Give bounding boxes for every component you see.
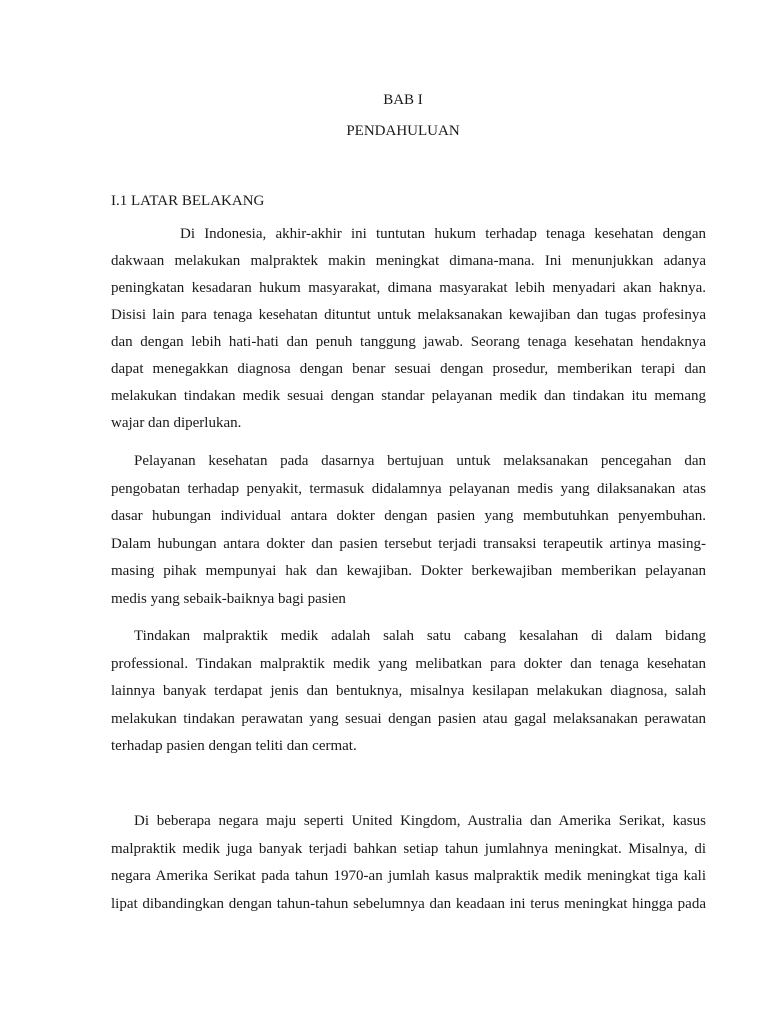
paragraph-4 bbox=[111, 808, 706, 918]
paragraph-1 bbox=[111, 221, 706, 437]
text-line: Tindakan malpraktik medik adalah salah satu cabang kesalahan di dalam bidang bbox=[134, 628, 706, 644]
text-line: Disisi lain para tenaga kesehatan dituntut untuk melaksanakan kewajiban dan tugas profesinya bbox=[111, 307, 706, 323]
text-line: peningkatan kesadaran hukum masyarakat, dimana masyarakat lebih menyadari akan haknya. bbox=[111, 280, 706, 296]
text-line: negara Amerika Serikat pada tahun 1970-an jumlah kasus malpraktik medik meningkat tiga kali bbox=[111, 868, 706, 884]
text-line: Di Indonesia, akhir-akhir ini tuntutan hukum terhadap tenaga kesehatan dengan bbox=[180, 226, 706, 242]
text-line: Pelayanan kesehatan pada dasarnya bertujuan untuk melaksanakan pencegahan dan bbox=[134, 453, 706, 469]
section-heading: I.1 LATAR BELAKANG bbox=[111, 193, 265, 209]
text-line: dan dengan lebih hati-hati dan penuh tanggung jawab. Seorang tenaga kesehatan hendaknya bbox=[111, 334, 706, 350]
chapter-number: BAB I bbox=[383, 92, 423, 108]
text-line: malpraktik medik juga banyak terjadi bahkan setiap tahun jumlahnya meningkat. Misalnya, di bbox=[111, 840, 706, 857]
paragraph-2 bbox=[111, 448, 706, 613]
text-line: Dalam hubungan antara dokter dan pasien tersebut terjadi transaksi terapeutik artinya masing- bbox=[111, 535, 706, 552]
paragraph-3 bbox=[111, 623, 706, 761]
text-line: wajar dan diperlukan. bbox=[111, 415, 242, 431]
text-line: pengobatan terhadap penyakit, termasuk didalamnya pelayanan medis yang dilaksanakan atas bbox=[111, 480, 706, 497]
text-line: melakukan tindakan perawatan yang sesuai dengan pasien atau gagal melaksanakan perawatan bbox=[111, 710, 706, 727]
text-line: dakwaan melakukan malpraktek makin meningkat dimana-mana. Ini menunjukkan adanya bbox=[111, 253, 706, 269]
text-line: professional. Tindakan malpraktik medik yang melibatkan para dokter dan tenaga kesehatan bbox=[111, 655, 706, 672]
text-line: Di beberapa negara maju seperti United Kingdom, Australia dan Amerika Serikat, kasus bbox=[134, 813, 706, 829]
text-line: terhadap pasien dengan teliti dan cermat. bbox=[111, 738, 357, 754]
text-line: lipat dibandingkan dengan tahun-tahun sebelumnya dan keadaan ini terus meningkat hingga pada bbox=[111, 895, 706, 912]
text-line: masing pihak mempunyai hak dan kewajiban. Dokter berkewajiban memberikan pelayanan bbox=[111, 563, 706, 579]
text-line: lainnya banyak terdapat jenis dan bentuknya, misalnya kesilapan melakukan diagnosa, salah bbox=[111, 683, 706, 699]
text-line: dasar hubungan individual antara dokter dengan pasien yang membutuhkan penyembuhan. bbox=[111, 508, 706, 524]
chapter-title: PENDAHULUAN bbox=[346, 123, 460, 139]
text-line: medis yang sebaik-baiknya bagi pasien bbox=[111, 590, 346, 607]
text-line: dapat menegakkan diagnosa dengan benar sesuai dengan prosedur, memberikan terapi dan bbox=[111, 361, 706, 377]
text-line: melakukan tindakan medik sesuai dengan standar pelayanan medik dan tindakan itu memang bbox=[111, 388, 706, 404]
